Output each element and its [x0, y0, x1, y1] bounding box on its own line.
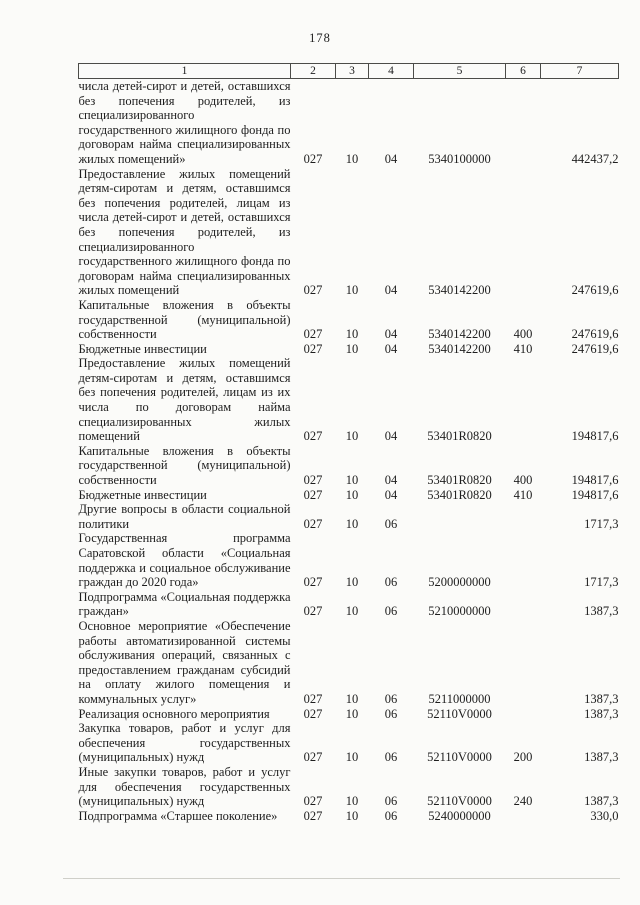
col4-cell: 06	[384, 706, 398, 721]
col4-cell: 06	[384, 794, 398, 809]
header-col-2: 2	[291, 64, 336, 79]
col3-cell: 10	[345, 808, 359, 823]
table-row	[79, 502, 619, 531]
amount-cell: 194817,6	[571, 487, 619, 502]
col6-cell	[506, 79, 541, 167]
col5-cell: 5210000000	[428, 604, 491, 619]
col3-cell: 10	[345, 487, 359, 502]
col4-cell: 04	[384, 341, 398, 356]
col2-cell: 027	[303, 327, 323, 342]
amount-cell: 1387,3	[584, 706, 619, 721]
col5-cell: 5340142200	[428, 327, 491, 342]
col2-cell: 027	[303, 429, 323, 444]
col5-cell: 52110V0000	[427, 750, 492, 765]
col5-cell: 5340142200	[428, 341, 491, 356]
col4-cell: 04	[384, 487, 398, 502]
col2-cell: 027	[303, 283, 323, 298]
col6-cell	[506, 590, 541, 619]
col6-cell	[506, 167, 541, 298]
col4-cell: 06	[384, 691, 398, 706]
col5-cell	[414, 502, 506, 531]
col2-cell: 027	[303, 151, 323, 166]
amount-cell: 1387,3	[584, 794, 619, 809]
table-row	[79, 707, 619, 722]
col5-cell: 5240000000	[428, 808, 491, 823]
col2-cell: 027	[303, 473, 323, 488]
amount-cell: 1387,3	[584, 604, 619, 619]
col2-cell: 027	[303, 604, 323, 619]
table-row	[79, 809, 619, 824]
row-label-cell: Закупка товаров, работ и услуг для обеспечения государственных (муниципальных) нужд	[78, 721, 291, 765]
col4-cell: 06	[384, 604, 398, 619]
row-label-cell: Бюджетные инвестиции	[78, 341, 207, 356]
col5-cell: 53401R0820	[427, 429, 492, 444]
amount-cell: 194817,6	[571, 429, 619, 444]
col4-cell: 04	[384, 327, 398, 342]
table-row	[79, 356, 619, 444]
table-row	[79, 342, 619, 357]
row-label-cell: числа детей-сирот и детей, оставшихся без попечения родителей, из специализированного государственного жилищного фонда по договорам найма специализированных жилых помещений»	[78, 79, 291, 166]
budget-table	[78, 63, 619, 823]
row-label-cell: Подпрограмма «Старшее поколение»	[78, 808, 278, 823]
col4-cell: 06	[384, 516, 398, 531]
col6-cell: 400	[513, 473, 533, 488]
row-label-cell: Иные закупки товаров, работ и услуг для обеспечения государственных (муниципальных) нужд	[78, 764, 291, 809]
col6-cell: 410	[513, 487, 533, 502]
page-number: 178	[309, 31, 331, 45]
row-label-cell: Реализация основного мероприятия	[78, 706, 270, 721]
table-row	[79, 79, 619, 167]
col3-cell: 10	[345, 750, 359, 765]
col2-cell: 027	[303, 808, 323, 823]
col6-cell	[506, 531, 541, 589]
col3-cell: 10	[345, 516, 359, 531]
col5-cell: 5340142200	[428, 283, 491, 298]
col2-cell: 027	[303, 706, 323, 721]
col4-cell: 06	[384, 808, 398, 823]
col4-cell: 04	[384, 151, 398, 166]
col2-cell: 027	[303, 516, 323, 531]
table-row	[79, 590, 619, 619]
col2-cell: 027	[303, 575, 323, 590]
col2-cell: 027	[303, 750, 323, 765]
amount-cell: 1387,3	[584, 750, 619, 765]
row-label-cell: Другие вопросы в области социальной политики	[78, 502, 291, 531]
col6-cell: 200	[513, 750, 533, 765]
col5-cell: 5340100000	[428, 151, 491, 166]
header-col-6: 6	[506, 64, 541, 79]
amount-cell: 247619,6	[571, 283, 619, 298]
table-row	[79, 531, 619, 589]
col4-cell: 04	[384, 429, 398, 444]
header-col-3: 3	[336, 64, 369, 79]
col3-cell: 10	[345, 473, 359, 488]
col5-cell: 53401R0820	[427, 487, 492, 502]
col6-cell	[506, 619, 541, 707]
amount-cell: 330,0	[590, 808, 619, 823]
col3-cell: 10	[345, 794, 359, 809]
col2-cell: 027	[303, 341, 323, 356]
amount-cell: 1717,3	[584, 516, 619, 531]
col5-cell: 52110V0000	[427, 706, 492, 721]
col6-cell: 410	[513, 341, 533, 356]
scan-artifact-line	[63, 878, 620, 879]
col3-cell: 10	[345, 691, 359, 706]
col3-cell: 10	[345, 706, 359, 721]
col5-cell: 52110V0000	[427, 794, 492, 809]
amount-cell: 1387,3	[584, 691, 619, 706]
row-label-cell: Капитальные вложения в объекты государственной (муниципальной) собственности	[78, 297, 291, 342]
row-label-cell: Государственная программа Саратовской области «Социальная поддержка и социальное обслуживание граждан до 2020 года»	[78, 531, 291, 590]
col3-cell: 10	[345, 575, 359, 590]
row-label-cell: Предоставление жилых помещений детям-сиротам и детям, оставшимся без попечения родителей, лицам из их числа по договорам найма специализированных жилых помещений	[78, 356, 291, 444]
table-row	[79, 444, 619, 488]
header-col-4: 4	[369, 64, 414, 79]
col2-cell: 027	[303, 691, 323, 706]
amount-cell: 247619,6	[571, 327, 619, 342]
col5-cell: 5211000000	[428, 691, 491, 706]
col2-cell: 027	[303, 794, 323, 809]
col3-cell: 10	[345, 151, 359, 166]
table-header-row	[79, 64, 619, 79]
amount-cell: 247619,6	[571, 341, 619, 356]
table-row	[79, 619, 619, 707]
col6-cell: 240	[513, 794, 533, 809]
col4-cell: 04	[384, 473, 398, 488]
table-row	[79, 488, 619, 503]
row-label-cell: Подпрограмма «Социальная поддержка граждан»	[78, 589, 291, 619]
col2-cell: 027	[303, 487, 323, 502]
col6-cell	[506, 356, 541, 444]
row-label-cell: Бюджетные инвестиции	[78, 487, 207, 502]
col6-cell	[506, 707, 541, 722]
table-row	[79, 721, 619, 765]
table-row	[79, 167, 619, 298]
col5-cell: 5200000000	[428, 575, 491, 590]
header-col-1: 1	[79, 64, 291, 79]
col4-cell: 04	[384, 283, 398, 298]
col3-cell: 10	[345, 283, 359, 298]
header-col-5: 5	[414, 64, 506, 79]
table-row	[79, 765, 619, 809]
col3-cell: 10	[345, 604, 359, 619]
row-label-cell: Предоставление жилых помещений детям-сиротам и детям, оставшимся без попечения родителей, лицам из числа детей-сирот и детей, оставшихся без попечения родителей, из специализированного государственного жилищного фонда по договорам найма специализированных жилых помещений	[78, 166, 291, 298]
amount-cell: 1717,3	[584, 575, 619, 590]
header-col-7: 7	[541, 64, 619, 79]
table-row	[79, 298, 619, 342]
col6-cell	[506, 502, 541, 531]
col6-cell	[506, 809, 541, 824]
col3-cell: 10	[345, 327, 359, 342]
amount-cell: 194817,6	[571, 473, 619, 488]
col4-cell: 06	[384, 575, 398, 590]
col6-cell: 400	[513, 327, 533, 342]
col4-cell: 06	[384, 750, 398, 765]
row-label-cell: Основное мероприятие «Обеспечение работы автоматизированной системы обслуживания операций, связанных с предоставлением гражданам субсидий на оплату жилого помещения и коммунальных услуг»	[78, 618, 291, 706]
row-label-cell: Капитальные вложения в объекты государственной (муниципальной) собственности	[78, 443, 291, 488]
amount-cell: 442437,2	[571, 151, 619, 166]
col3-cell: 10	[345, 341, 359, 356]
col3-cell: 10	[345, 429, 359, 444]
col5-cell: 53401R0820	[427, 473, 492, 488]
